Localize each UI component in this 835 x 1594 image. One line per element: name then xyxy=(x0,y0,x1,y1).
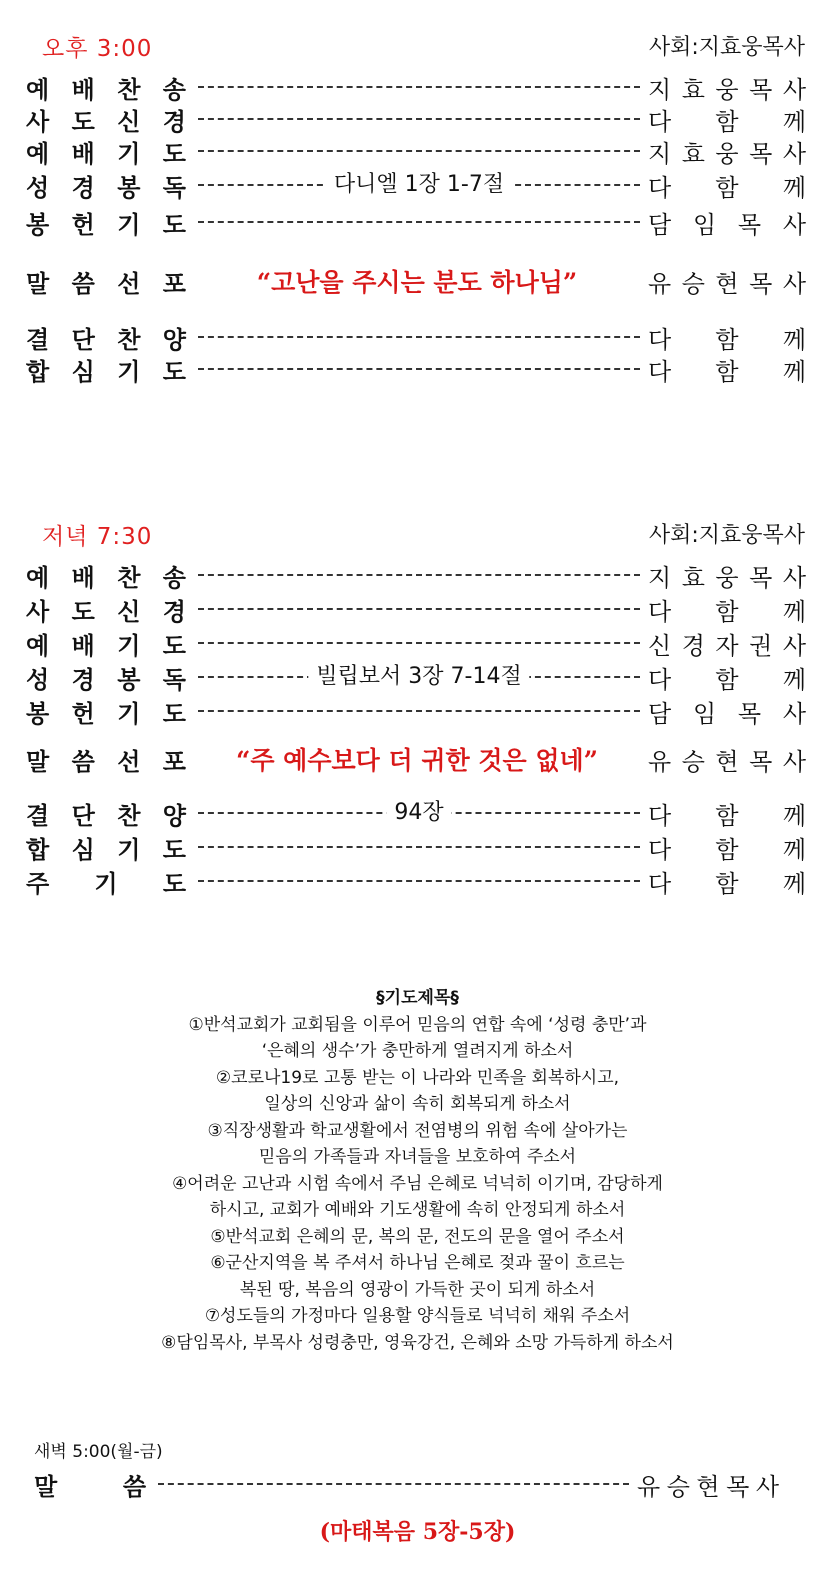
leader-char: 함 xyxy=(715,173,739,202)
role-char: 도 xyxy=(71,597,95,626)
leader-char: 사 xyxy=(755,1472,779,1501)
order-row xyxy=(26,168,806,202)
role-char: 합 xyxy=(26,835,50,864)
leader-char: 목 xyxy=(737,699,762,728)
prayer-item: ⑧담임목사, 부목사 성령충만, 영육강건, 은혜와 소망 가득하게 하소서 xyxy=(161,1332,674,1353)
sermon-title: “고난을 주시는 분도 하나님” xyxy=(256,268,578,297)
order-row xyxy=(26,592,806,626)
role-char: 사 xyxy=(26,597,50,626)
leader-char: 지 xyxy=(648,563,672,592)
leader-char: 유 xyxy=(637,1472,661,1501)
order-role xyxy=(26,264,186,299)
order-leader xyxy=(648,626,806,661)
order-leader xyxy=(648,796,806,831)
leader-char: 께 xyxy=(782,107,806,136)
order-leader xyxy=(648,205,806,240)
leader-char: 다 xyxy=(648,107,672,136)
evening-time: 저녁 7:30 xyxy=(42,524,153,550)
order-role xyxy=(26,102,186,137)
order-role xyxy=(26,168,186,203)
dash-leader xyxy=(198,834,640,860)
role-char: 경 xyxy=(162,107,186,136)
role-char: 결 xyxy=(26,325,50,354)
role-char: 선 xyxy=(117,747,141,776)
role-char: 독 xyxy=(162,173,186,202)
role-char: 성 xyxy=(26,173,50,202)
role-char: 봉 xyxy=(117,173,141,202)
role-char: 도 xyxy=(162,869,186,898)
sermon-title: “주 예수보다 더 귀한 것은 없네” xyxy=(235,746,599,775)
leader-char: 목 xyxy=(749,269,773,298)
leader-char: 웅 xyxy=(715,75,739,104)
order-row xyxy=(26,830,806,864)
order-role xyxy=(26,694,186,729)
role-char: 예 xyxy=(26,139,50,168)
evening-header xyxy=(0,518,835,558)
dash-leader xyxy=(198,74,640,100)
dawn-row xyxy=(34,1466,779,1502)
leader-char: 현 xyxy=(696,1472,720,1501)
leader-char: 담 xyxy=(648,210,672,239)
order-role xyxy=(26,626,186,661)
prayer-item: 믿음의 가족들과 자녀들을 보호하여 주소서 xyxy=(258,1147,577,1167)
role-char: 말 xyxy=(34,1472,58,1501)
role-char: 신 xyxy=(117,597,141,626)
role-char: 도 xyxy=(162,699,186,728)
leader-char: 목 xyxy=(749,563,773,592)
leader-char: 다 xyxy=(648,357,672,386)
role-char: 기 xyxy=(117,139,141,168)
dash-leader xyxy=(198,698,640,724)
leader-char: 효 xyxy=(681,563,705,592)
prayer-item: ⑥군산지역을 복 주셔서 하나님 은혜로 젖과 꿀이 흐르는 xyxy=(210,1253,625,1273)
role-char: 단 xyxy=(71,325,95,354)
leader-char: 유 xyxy=(648,269,672,298)
role-char: 배 xyxy=(71,563,95,592)
prayer-item: ⑦성도들의 가정마다 일용할 양식들로 넉넉히 채워 주소서 xyxy=(204,1306,631,1326)
role-char: 선 xyxy=(117,269,141,298)
order-role xyxy=(26,205,186,240)
order-detail: 다니엘 1장 1-7절 xyxy=(326,172,512,198)
leader-char: 께 xyxy=(782,665,806,694)
role-char: 도 xyxy=(162,357,186,386)
order-detail: 94장 xyxy=(386,800,451,826)
dash-leader xyxy=(198,630,640,656)
leader-char: 께 xyxy=(782,325,806,354)
prayer-item: ①반석교회가 교회됨을 이루어 믿음의 연합 속에 ‘성령 충만’과 xyxy=(188,1014,647,1035)
leader-char: 목 xyxy=(749,747,773,776)
role-char: 심 xyxy=(71,835,95,864)
order-leader xyxy=(648,168,806,203)
role-char: 경 xyxy=(71,665,95,694)
leader-char: 께 xyxy=(782,173,806,202)
role-char: 포 xyxy=(162,747,186,776)
prayer-item: ④어려운 고난과 시험 속에서 주님 은혜로 넉넉히 이기며, 감당하게 xyxy=(172,1173,663,1194)
leader-char: 신 xyxy=(648,631,672,660)
leader-char: 현 xyxy=(715,747,739,776)
order-leader xyxy=(648,864,806,899)
role-char: 사 xyxy=(26,107,50,136)
role-char: 말 xyxy=(26,269,50,298)
order-row xyxy=(26,796,806,830)
role-char: 기 xyxy=(117,699,141,728)
role-char: 헌 xyxy=(71,699,95,728)
role-char: 도 xyxy=(71,107,95,136)
order-row xyxy=(26,264,806,298)
order-leader xyxy=(648,694,806,729)
role-char: 포 xyxy=(162,269,186,298)
role-char: 송 xyxy=(162,75,186,104)
order-leader xyxy=(648,830,806,865)
dash-leader xyxy=(198,562,640,588)
prayer-list xyxy=(0,985,835,1356)
leader-char: 사 xyxy=(782,269,806,298)
dawn-reference: (마태복음 5장-5장) xyxy=(319,1519,516,1545)
role-char: 심 xyxy=(71,357,95,386)
leader-char: 께 xyxy=(782,801,806,830)
afternoon-host: 사회:지효웅목사 xyxy=(648,35,805,60)
leader-char: 승 xyxy=(681,747,705,776)
leader-char: 함 xyxy=(715,869,739,898)
role-char: 기 xyxy=(117,835,141,864)
role-char: 기 xyxy=(117,357,141,386)
role-char: 도 xyxy=(162,210,186,239)
role-char: 경 xyxy=(162,597,186,626)
leader-char: 께 xyxy=(782,597,806,626)
order-row xyxy=(26,70,806,104)
order-row xyxy=(26,626,806,660)
role-char: 양 xyxy=(162,325,186,354)
order-role xyxy=(26,558,186,593)
afternoon-header xyxy=(0,30,835,70)
order-role xyxy=(26,796,186,831)
prayer-item: 복된 땅, 복음의 영광이 가득한 곳이 되게 하소서 xyxy=(239,1279,596,1300)
leader-char: 웅 xyxy=(715,139,739,168)
leader-char: 승 xyxy=(681,269,705,298)
leader-char: 지 xyxy=(648,139,672,168)
leader-char: 효 xyxy=(681,139,705,168)
order-role xyxy=(26,660,186,695)
order-row xyxy=(26,742,806,776)
dash-leader xyxy=(198,138,640,164)
dash-leader xyxy=(198,324,640,350)
role-char: 도 xyxy=(162,631,186,660)
order-row xyxy=(26,320,806,354)
order-leader xyxy=(648,660,806,695)
order-leader xyxy=(648,134,806,169)
role-char: 배 xyxy=(71,75,95,104)
leader-char: 함 xyxy=(715,835,739,864)
order-row xyxy=(26,660,806,694)
role-char: 송 xyxy=(162,563,186,592)
prayer-item: ‘은혜의 생수’가 충만하게 열려지게 하소서 xyxy=(261,1041,574,1061)
prayer-item: ③직장생활과 학교생활에서 전염병의 위험 속에 살아가는 xyxy=(207,1120,628,1141)
leader-char: 함 xyxy=(715,597,739,626)
leader-char: 목 xyxy=(726,1472,750,1501)
role-char: 배 xyxy=(71,139,95,168)
leader-char: 지 xyxy=(648,75,672,104)
order-row xyxy=(26,558,806,592)
leader-char: 사 xyxy=(782,631,806,660)
dawn-time: 새벽 5:00(월-금) xyxy=(34,1442,163,1462)
leader-char: 다 xyxy=(648,173,672,202)
order-leader xyxy=(648,742,806,777)
leader-char: 함 xyxy=(715,665,739,694)
dash-leader xyxy=(158,1471,629,1497)
order-row xyxy=(26,205,806,239)
role-char: 합 xyxy=(26,357,50,386)
dash-leader xyxy=(198,800,640,826)
order-leader xyxy=(648,592,806,627)
order-role xyxy=(26,134,186,169)
role-char: 찬 xyxy=(117,563,141,592)
leader-char: 함 xyxy=(715,325,739,354)
role-char: 씀 xyxy=(71,747,95,776)
order-role xyxy=(26,864,186,899)
dash-leader xyxy=(198,106,640,132)
role-char: 성 xyxy=(26,665,50,694)
role-char: 양 xyxy=(162,801,186,830)
role-char: 찬 xyxy=(117,325,141,354)
role-char: 기 xyxy=(117,210,141,239)
order-leader xyxy=(648,102,806,137)
role-char: 예 xyxy=(26,75,50,104)
role-char: 경 xyxy=(71,173,95,202)
order-row xyxy=(26,352,806,386)
leader-char: 함 xyxy=(715,801,739,830)
order-leader xyxy=(648,264,806,299)
leader-char: 다 xyxy=(648,665,672,694)
leader-char: 효 xyxy=(681,75,705,104)
afternoon-time: 오후 3:00 xyxy=(42,36,153,62)
dash-leader xyxy=(198,209,640,235)
role-char: 헌 xyxy=(71,210,95,239)
dawn-role xyxy=(34,1467,146,1502)
dash-leader xyxy=(198,664,640,690)
leader-char: 담 xyxy=(648,699,672,728)
leader-char: 목 xyxy=(737,210,762,239)
role-char: 주 xyxy=(26,869,50,898)
leader-char: 승 xyxy=(666,1472,690,1501)
leader-char: 다 xyxy=(648,801,672,830)
leader-char: 사 xyxy=(782,699,806,728)
prayer-item: 일상의 신앙과 삶이 속히 회복되게 하소서 xyxy=(264,1094,571,1114)
evening-host: 사회:지효웅목사 xyxy=(648,523,805,548)
role-char: 말 xyxy=(26,747,50,776)
prayer-title: §기도제목§ xyxy=(376,988,459,1008)
order-role xyxy=(26,320,186,355)
leader-char: 목 xyxy=(749,75,773,104)
role-char: 봉 xyxy=(26,699,50,728)
prayer-item: 하시고, 교회가 예배와 기도생활에 속히 안정되게 하소서 xyxy=(209,1200,626,1220)
order-role xyxy=(26,70,186,105)
leader-char: 께 xyxy=(782,869,806,898)
leader-char: 현 xyxy=(715,269,739,298)
order-row xyxy=(26,694,806,728)
leader-char: 다 xyxy=(648,835,672,864)
leader-char: 임 xyxy=(692,699,717,728)
role-char: 독 xyxy=(162,665,186,694)
order-leader xyxy=(648,352,806,387)
leader-char: 다 xyxy=(648,597,672,626)
leader-char: 목 xyxy=(749,139,773,168)
leader-char: 께 xyxy=(782,357,806,386)
leader-char: 사 xyxy=(782,75,806,104)
order-role xyxy=(26,742,186,777)
dash-leader xyxy=(198,868,640,894)
order-leader xyxy=(648,558,806,593)
leader-char: 임 xyxy=(692,210,717,239)
leader-char: 사 xyxy=(782,563,806,592)
prayer-lines xyxy=(0,1012,835,1357)
prayer-item: ②코로나19로 고통 받는 이 나라와 민족을 회복하시고, xyxy=(215,1067,620,1088)
leader-char: 자 xyxy=(715,631,739,660)
order-leader xyxy=(648,70,806,105)
order-row xyxy=(26,864,806,898)
role-char: 봉 xyxy=(117,665,141,694)
role-char: 예 xyxy=(26,563,50,592)
leader-char: 권 xyxy=(749,631,773,660)
role-char: 단 xyxy=(71,801,95,830)
role-char: 기 xyxy=(117,631,141,660)
role-char: 도 xyxy=(162,139,186,168)
role-char: 봉 xyxy=(26,210,50,239)
role-char: 결 xyxy=(26,801,50,830)
role-char: 찬 xyxy=(117,75,141,104)
order-leader xyxy=(648,320,806,355)
leader-char: 웅 xyxy=(715,563,739,592)
leader-char: 께 xyxy=(782,835,806,864)
order-role xyxy=(26,352,186,387)
order-detail: 빌립보서 3장 7-14절 xyxy=(308,664,529,690)
leader-char: 함 xyxy=(715,357,739,386)
role-char: 신 xyxy=(117,107,141,136)
dash-leader xyxy=(198,596,640,622)
leader-char: 함 xyxy=(715,107,739,136)
leader-char: 사 xyxy=(782,747,806,776)
role-char: 찬 xyxy=(117,801,141,830)
leader-char: 사 xyxy=(782,210,806,239)
role-char: 배 xyxy=(71,631,95,660)
dash-leader xyxy=(198,356,640,382)
order-role xyxy=(26,830,186,865)
order-role xyxy=(26,592,186,627)
dawn-leader xyxy=(637,1467,779,1502)
role-char: 도 xyxy=(162,835,186,864)
leader-char: 경 xyxy=(681,631,705,660)
order-row xyxy=(26,102,806,136)
leader-char: 유 xyxy=(648,747,672,776)
role-char: 씀 xyxy=(122,1472,146,1501)
role-char: 예 xyxy=(26,631,50,660)
dash-leader xyxy=(198,172,640,198)
prayer-item: ⑤반석교회 은혜의 문, 복의 문, 전도의 문을 열어 주소서 xyxy=(210,1226,625,1247)
order-row xyxy=(26,134,806,168)
role-char: 씀 xyxy=(71,269,95,298)
leader-char: 다 xyxy=(648,325,672,354)
role-char: 기 xyxy=(94,869,118,898)
leader-char: 사 xyxy=(782,139,806,168)
leader-char: 다 xyxy=(648,869,672,898)
